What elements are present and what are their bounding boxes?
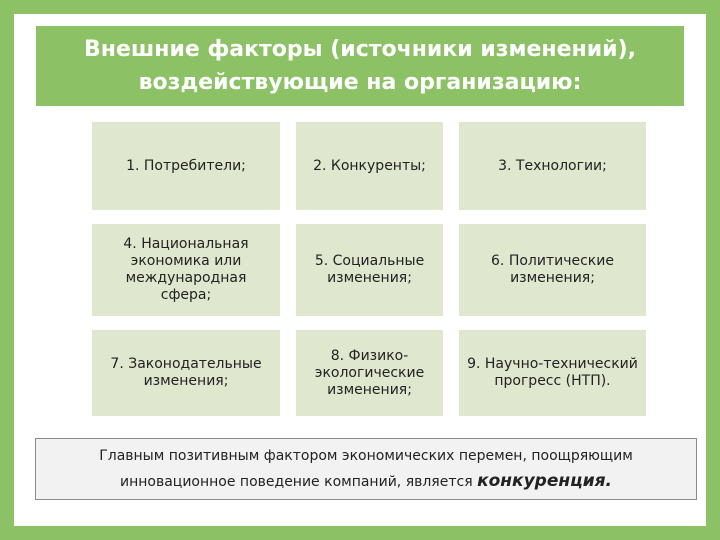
factors-grid bbox=[92, 122, 646, 416]
factor-cell-6: 6. Политические изменения; bbox=[459, 224, 646, 316]
factor-cell-4: 4. Национальная экономика или международная сфера; bbox=[92, 224, 280, 316]
slide-title: Внешние факторы (источники изменений), воздействующие на организацию: bbox=[36, 26, 684, 106]
factor-cell-9: 9. Научно-технический прогресс (НТП). bbox=[459, 330, 646, 416]
conclusion-text bbox=[50, 444, 682, 495]
conclusion-body: Главным позитивным фактором экономических перемен, поощряющим инновационное поведение компаний, является bbox=[99, 447, 633, 490]
factor-cell-1: 1. Потребители; bbox=[92, 122, 280, 210]
factor-cell-8: 8. Физико-экологические изменения; bbox=[296, 330, 443, 416]
conclusion-emphasis: конкуренция. bbox=[477, 470, 612, 491]
conclusion-note bbox=[35, 438, 697, 500]
factor-cell-3: 3. Технологии; bbox=[459, 122, 646, 210]
factor-cell-5: 5. Социальные изменения; bbox=[296, 224, 443, 316]
slide bbox=[14, 14, 706, 526]
factor-cell-7: 7. Законодательные изменения; bbox=[92, 330, 280, 416]
factor-cell-2: 2. Конкуренты; bbox=[296, 122, 443, 210]
